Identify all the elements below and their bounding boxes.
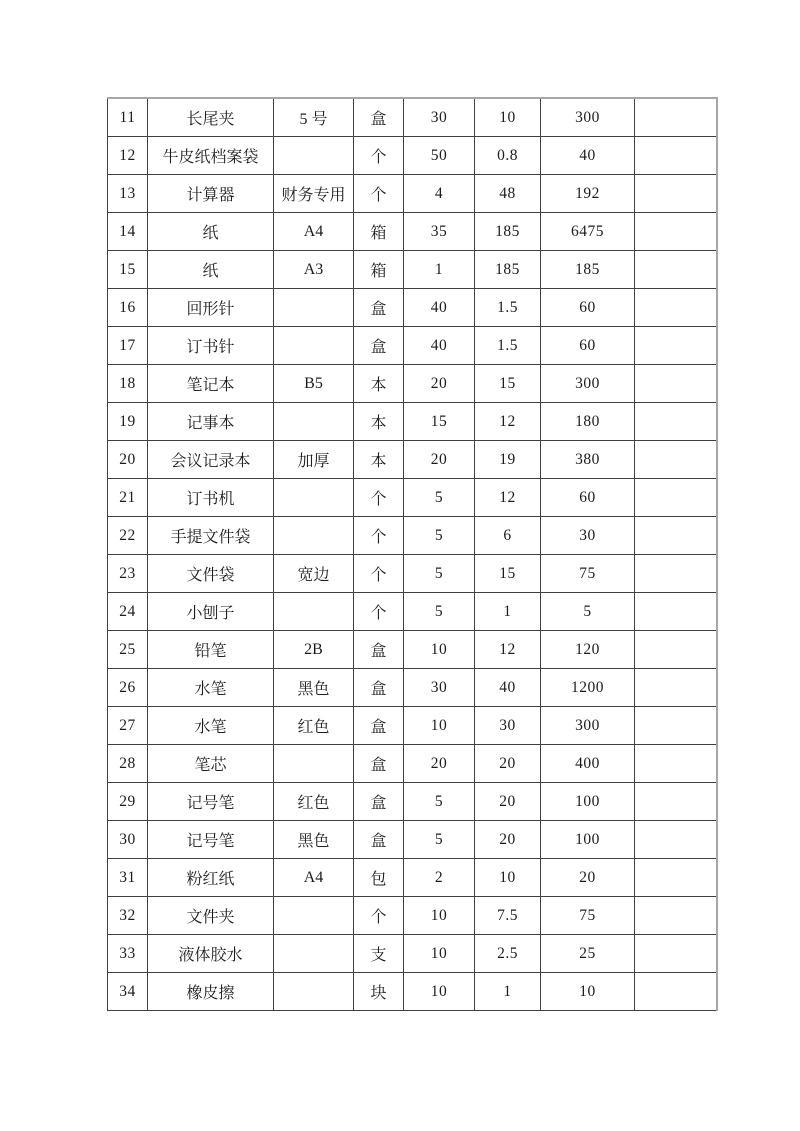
table-row — [108, 821, 717, 859]
cell-quantity: 5 — [404, 517, 475, 555]
cell-unit-price: 15 — [475, 555, 541, 593]
cell-specification — [274, 327, 354, 365]
cell-specification: 财务专用 — [274, 175, 354, 213]
cell-specification — [274, 593, 354, 631]
cell-notes — [635, 897, 717, 935]
cell-unit-price: 12 — [475, 403, 541, 441]
cell-amount: 380 — [541, 441, 635, 479]
office-supplies-table-body — [108, 98, 717, 1011]
cell-amount: 60 — [541, 327, 635, 365]
cell-item-name: 纸 — [148, 213, 274, 251]
cell-unit-price: 2.5 — [475, 935, 541, 973]
cell-quantity: 4 — [404, 175, 475, 213]
cell-item-name: 订书针 — [148, 327, 274, 365]
cell-unit: 个 — [354, 175, 404, 213]
table-row — [108, 403, 717, 441]
cell-quantity: 15 — [404, 403, 475, 441]
cell-notes — [635, 137, 717, 175]
table-row — [108, 327, 717, 365]
cell-quantity: 5 — [404, 593, 475, 631]
cell-row-number: 33 — [108, 935, 148, 973]
cell-row-number: 29 — [108, 783, 148, 821]
cell-unit-price: 10 — [475, 98, 541, 137]
cell-item-name: 粉红纸 — [148, 859, 274, 897]
table-row — [108, 783, 717, 821]
cell-item-name: 水笔 — [148, 669, 274, 707]
cell-specification — [274, 973, 354, 1011]
cell-specification — [274, 897, 354, 935]
table-row — [108, 289, 717, 327]
cell-item-name: 水笔 — [148, 707, 274, 745]
cell-amount: 120 — [541, 631, 635, 669]
cell-item-name: 订书机 — [148, 479, 274, 517]
cell-quantity: 30 — [404, 669, 475, 707]
cell-unit-price: 1 — [475, 973, 541, 1011]
table-row — [108, 897, 717, 935]
cell-amount: 75 — [541, 555, 635, 593]
cell-row-number: 26 — [108, 669, 148, 707]
cell-row-number: 22 — [108, 517, 148, 555]
cell-specification — [274, 479, 354, 517]
cell-unit: 本 — [354, 403, 404, 441]
cell-row-number: 34 — [108, 973, 148, 1011]
cell-item-name: 回形针 — [148, 289, 274, 327]
cell-unit-price: 15 — [475, 365, 541, 403]
cell-specification: B5 — [274, 365, 354, 403]
cell-quantity: 20 — [404, 745, 475, 783]
cell-amount: 180 — [541, 403, 635, 441]
cell-notes — [635, 555, 717, 593]
cell-specification: A3 — [274, 251, 354, 289]
cell-item-name: 长尾夹 — [148, 98, 274, 137]
cell-amount: 1200 — [541, 669, 635, 707]
cell-unit: 盒 — [354, 669, 404, 707]
table-row — [108, 137, 717, 175]
cell-row-number: 28 — [108, 745, 148, 783]
table-row — [108, 479, 717, 517]
cell-notes — [635, 98, 717, 137]
cell-quantity: 10 — [404, 707, 475, 745]
cell-unit-price: 1.5 — [475, 289, 541, 327]
cell-unit-price: 48 — [475, 175, 541, 213]
cell-quantity: 10 — [404, 897, 475, 935]
cell-amount: 300 — [541, 98, 635, 137]
cell-notes — [635, 669, 717, 707]
table-row — [108, 98, 717, 137]
cell-notes — [635, 213, 717, 251]
cell-amount: 300 — [541, 365, 635, 403]
cell-item-name: 会议记录本 — [148, 441, 274, 479]
cell-row-number: 13 — [108, 175, 148, 213]
cell-unit-price: 0.8 — [475, 137, 541, 175]
cell-item-name: 笔芯 — [148, 745, 274, 783]
cell-item-name: 计算器 — [148, 175, 274, 213]
cell-row-number: 32 — [108, 897, 148, 935]
cell-row-number: 24 — [108, 593, 148, 631]
cell-notes — [635, 403, 717, 441]
cell-quantity: 20 — [404, 365, 475, 403]
cell-unit: 本 — [354, 365, 404, 403]
office-supplies-table — [107, 97, 718, 1011]
cell-notes — [635, 365, 717, 403]
cell-unit: 盒 — [354, 821, 404, 859]
cell-unit: 支 — [354, 935, 404, 973]
cell-unit: 盒 — [354, 707, 404, 745]
cell-amount: 185 — [541, 251, 635, 289]
cell-amount: 10 — [541, 973, 635, 1011]
cell-row-number: 14 — [108, 213, 148, 251]
cell-unit: 个 — [354, 517, 404, 555]
cell-amount: 5 — [541, 593, 635, 631]
cell-unit: 盒 — [354, 745, 404, 783]
cell-specification: A4 — [274, 213, 354, 251]
cell-specification — [274, 745, 354, 783]
table-row — [108, 441, 717, 479]
cell-quantity: 50 — [404, 137, 475, 175]
cell-notes — [635, 251, 717, 289]
cell-row-number: 27 — [108, 707, 148, 745]
cell-unit-price: 19 — [475, 441, 541, 479]
cell-notes — [635, 479, 717, 517]
cell-notes — [635, 783, 717, 821]
cell-row-number: 20 — [108, 441, 148, 479]
cell-quantity: 10 — [404, 631, 475, 669]
cell-unit-price: 20 — [475, 783, 541, 821]
cell-amount: 400 — [541, 745, 635, 783]
cell-amount: 20 — [541, 859, 635, 897]
cell-unit: 箱 — [354, 251, 404, 289]
table-row — [108, 669, 717, 707]
cell-item-name: 文件袋 — [148, 555, 274, 593]
cell-item-name: 笔记本 — [148, 365, 274, 403]
cell-quantity: 40 — [404, 327, 475, 365]
cell-quantity: 2 — [404, 859, 475, 897]
cell-unit-price: 10 — [475, 859, 541, 897]
cell-item-name: 铅笔 — [148, 631, 274, 669]
cell-row-number: 11 — [108, 98, 148, 137]
cell-amount: 6475 — [541, 213, 635, 251]
cell-notes — [635, 821, 717, 859]
cell-item-name: 手提文件袋 — [148, 517, 274, 555]
cell-notes — [635, 935, 717, 973]
cell-quantity: 1 — [404, 251, 475, 289]
cell-row-number: 30 — [108, 821, 148, 859]
cell-specification: 红色 — [274, 783, 354, 821]
cell-quantity: 5 — [404, 821, 475, 859]
cell-quantity: 30 — [404, 98, 475, 137]
cell-notes — [635, 973, 717, 1011]
cell-row-number: 21 — [108, 479, 148, 517]
cell-item-name: 文件夹 — [148, 897, 274, 935]
table-row — [108, 745, 717, 783]
cell-unit-price: 12 — [475, 631, 541, 669]
cell-amount: 100 — [541, 821, 635, 859]
table-row — [108, 175, 717, 213]
cell-unit: 包 — [354, 859, 404, 897]
cell-unit-price: 12 — [475, 479, 541, 517]
cell-unit-price: 185 — [475, 213, 541, 251]
cell-specification: 红色 — [274, 707, 354, 745]
cell-unit-price: 7.5 — [475, 897, 541, 935]
table-row — [108, 973, 717, 1011]
cell-unit: 箱 — [354, 213, 404, 251]
cell-specification — [274, 517, 354, 555]
cell-unit-price: 1.5 — [475, 327, 541, 365]
cell-notes — [635, 593, 717, 631]
cell-quantity: 35 — [404, 213, 475, 251]
cell-unit: 个 — [354, 137, 404, 175]
cell-unit: 盒 — [354, 631, 404, 669]
cell-quantity: 5 — [404, 783, 475, 821]
cell-specification — [274, 137, 354, 175]
cell-amount: 25 — [541, 935, 635, 973]
cell-quantity: 20 — [404, 441, 475, 479]
cell-quantity: 10 — [404, 935, 475, 973]
cell-specification: A4 — [274, 859, 354, 897]
cell-specification: 5 号 — [274, 98, 354, 137]
cell-unit: 盒 — [354, 289, 404, 327]
cell-notes — [635, 441, 717, 479]
cell-notes — [635, 289, 717, 327]
cell-specification — [274, 935, 354, 973]
cell-unit-price: 40 — [475, 669, 541, 707]
cell-item-name: 纸 — [148, 251, 274, 289]
table-row — [108, 517, 717, 555]
cell-row-number: 17 — [108, 327, 148, 365]
cell-unit: 个 — [354, 479, 404, 517]
cell-item-name: 小刨子 — [148, 593, 274, 631]
cell-row-number: 23 — [108, 555, 148, 593]
table-row — [108, 593, 717, 631]
cell-amount: 75 — [541, 897, 635, 935]
cell-item-name: 记号笔 — [148, 821, 274, 859]
table-row — [108, 213, 717, 251]
cell-specification: 宽边 — [274, 555, 354, 593]
cell-notes — [635, 631, 717, 669]
cell-quantity: 5 — [404, 479, 475, 517]
cell-amount: 60 — [541, 289, 635, 327]
table-row — [108, 555, 717, 593]
cell-quantity: 40 — [404, 289, 475, 327]
cell-amount: 60 — [541, 479, 635, 517]
cell-notes — [635, 707, 717, 745]
cell-specification: 黑色 — [274, 821, 354, 859]
cell-amount: 192 — [541, 175, 635, 213]
cell-row-number: 31 — [108, 859, 148, 897]
cell-amount: 40 — [541, 137, 635, 175]
cell-unit: 块 — [354, 973, 404, 1011]
cell-unit: 盒 — [354, 98, 404, 137]
cell-notes — [635, 745, 717, 783]
cell-amount: 30 — [541, 517, 635, 555]
cell-unit-price: 185 — [475, 251, 541, 289]
table-row — [108, 859, 717, 897]
cell-notes — [635, 859, 717, 897]
cell-unit: 盒 — [354, 783, 404, 821]
cell-item-name: 橡皮擦 — [148, 973, 274, 1011]
table-row — [108, 365, 717, 403]
cell-item-name: 记号笔 — [148, 783, 274, 821]
cell-unit-price: 6 — [475, 517, 541, 555]
cell-notes — [635, 327, 717, 365]
cell-unit-price: 20 — [475, 821, 541, 859]
cell-specification: 加厚 — [274, 441, 354, 479]
cell-unit-price: 30 — [475, 707, 541, 745]
cell-row-number: 15 — [108, 251, 148, 289]
table-row — [108, 935, 717, 973]
cell-item-name: 记事本 — [148, 403, 274, 441]
cell-unit: 个 — [354, 897, 404, 935]
table-row — [108, 251, 717, 289]
cell-unit-price: 20 — [475, 745, 541, 783]
cell-row-number: 12 — [108, 137, 148, 175]
cell-notes — [635, 175, 717, 213]
cell-specification: 黑色 — [274, 669, 354, 707]
table-row — [108, 707, 717, 745]
cell-item-name: 液体胶水 — [148, 935, 274, 973]
cell-quantity: 5 — [404, 555, 475, 593]
cell-row-number: 18 — [108, 365, 148, 403]
cell-specification — [274, 403, 354, 441]
cell-quantity: 10 — [404, 973, 475, 1011]
cell-unit: 盒 — [354, 327, 404, 365]
cell-unit-price: 1 — [475, 593, 541, 631]
cell-amount: 300 — [541, 707, 635, 745]
cell-unit: 个 — [354, 555, 404, 593]
cell-row-number: 19 — [108, 403, 148, 441]
cell-row-number: 25 — [108, 631, 148, 669]
table-row — [108, 631, 717, 669]
cell-item-name: 牛皮纸档案袋 — [148, 137, 274, 175]
cell-unit: 个 — [354, 593, 404, 631]
cell-unit: 本 — [354, 441, 404, 479]
cell-specification: 2B — [274, 631, 354, 669]
cell-specification — [274, 289, 354, 327]
cell-amount: 100 — [541, 783, 635, 821]
cell-row-number: 16 — [108, 289, 148, 327]
cell-notes — [635, 517, 717, 555]
